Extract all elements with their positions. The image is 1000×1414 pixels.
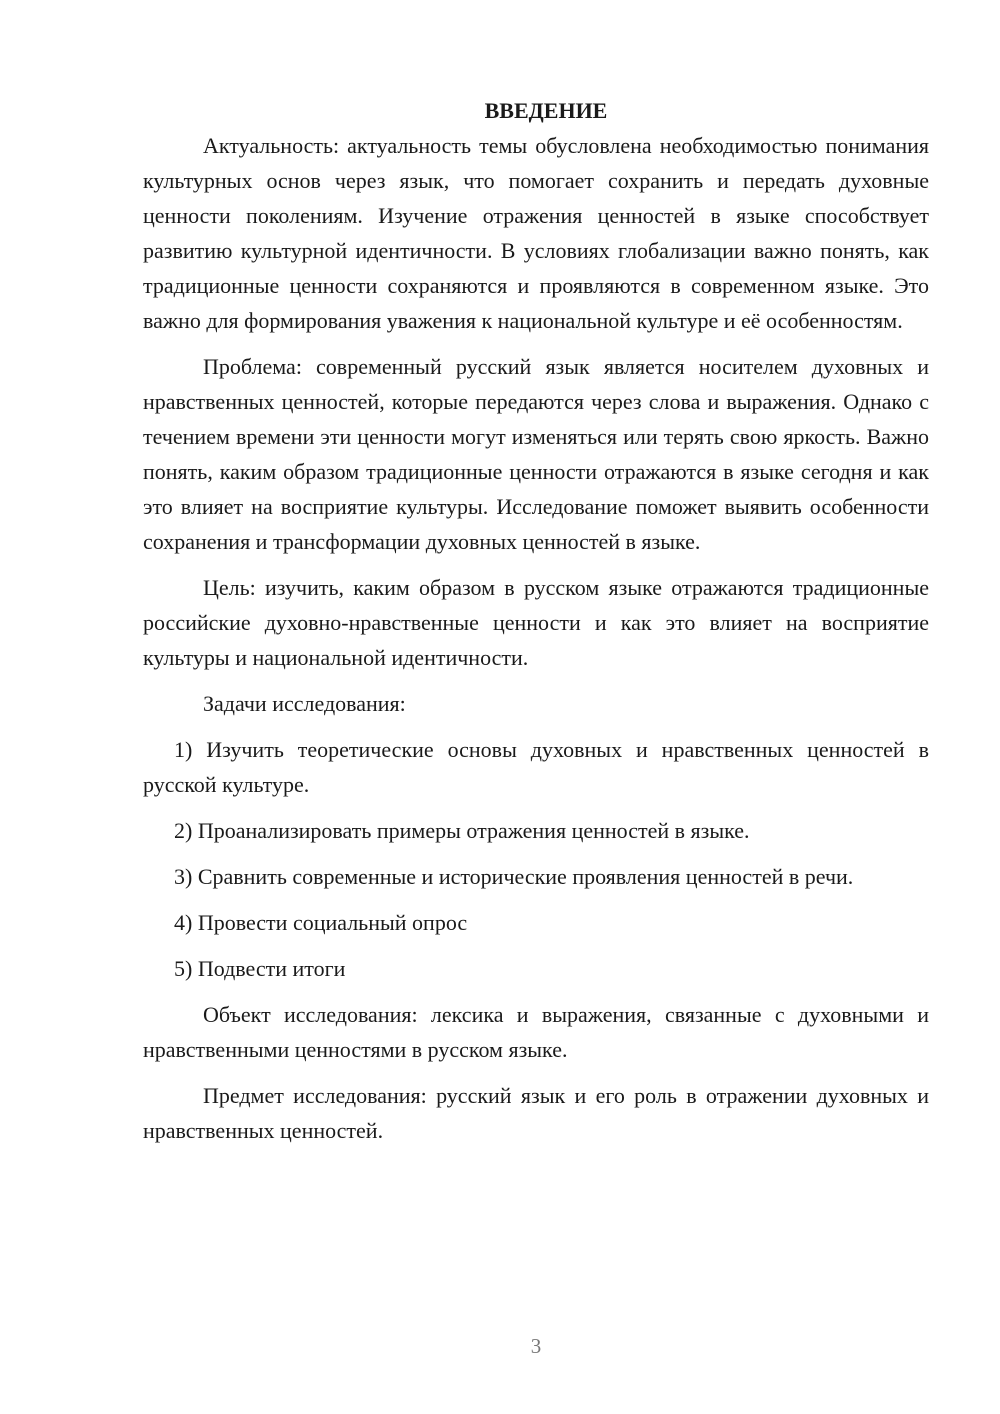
task-item-3: 3) Сравнить современные и исторические проявления ценностей в речи. bbox=[174, 864, 854, 889]
page-number: 3 bbox=[530, 1334, 542, 1358]
goal-paragraph: Цель: изучить, каким образом в русском языке отражаются традиционные российские духовно-нравственные ценности и как это влияет на восприятие культуры и национальной идентичности. bbox=[143, 575, 929, 670]
task-item-2: 2) Проанализировать примеры отражения ценностей в языке. bbox=[174, 818, 750, 843]
task-item-1: 1) Изучить теоретические основы духовных и нравственных ценностей в русской культуре. bbox=[143, 737, 929, 797]
object-paragraph: Объект исследования: лексика и выражения, связанные с духовными и нравственными ценностями в русском языке. bbox=[143, 1002, 929, 1062]
tasks-title: Задачи исследования: bbox=[203, 691, 406, 716]
task-item-4: 4) Провести социальный опрос bbox=[174, 910, 468, 935]
relevance-paragraph: Актуальность: актуальность темы обусловлена необходимостью понимания культурных основ через язык, что помогает сохранить и передать духовные ценности поколениям. Изучение отражения ценностей в языке способствует развитию культурной идентичности. В условиях глобализации важно понять, как традиционные ценности сохраняются и проявляются в современном языке. Это важно для формирования уважения к национальной культуре и её особенностям. bbox=[143, 133, 929, 333]
problem-paragraph: Проблема: современный русский язык является носителем духовных и нравственных ценностей, которые передаются через слова и выражения. Однако с течением времени эти ценности могут изменяться или терять свою яркость. Важно понять, каким образом традиционные ценности отражаются в языке сегодня и как это влияет на восприятие культуры. Исследование поможет выявить особенности сохранения и трансформации духовных ценностей в языке. bbox=[143, 354, 929, 554]
task-item-5: 5) Подвести итоги bbox=[174, 956, 346, 981]
page-body bbox=[143, 93, 929, 1148]
subject-paragraph: Предмет исследования: русский язык и его роль в отражении духовных и нравственных ценностей. bbox=[143, 1083, 929, 1143]
section-heading: ВВЕДЕНИЕ bbox=[484, 98, 608, 123]
